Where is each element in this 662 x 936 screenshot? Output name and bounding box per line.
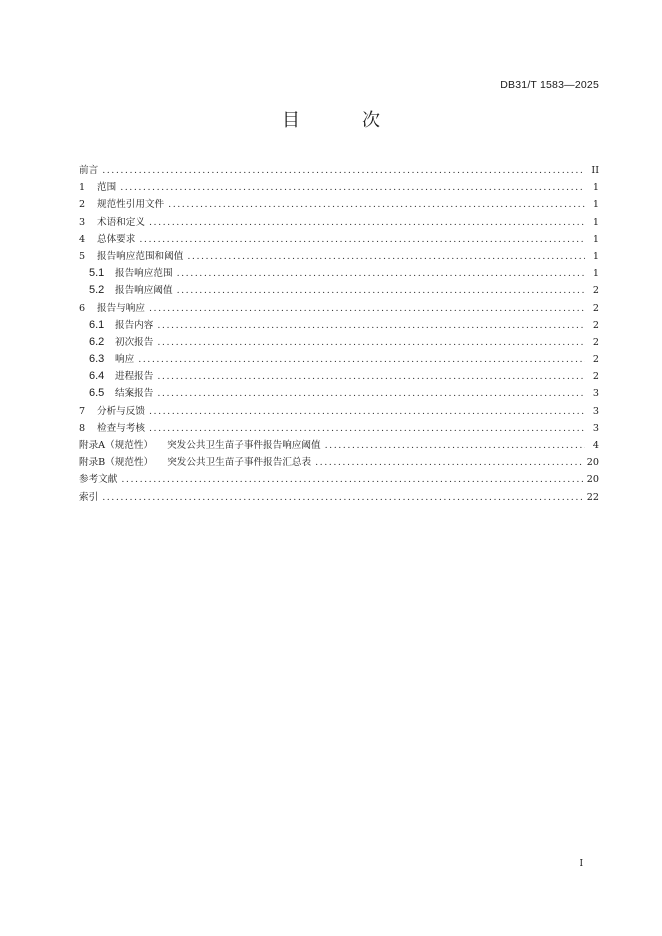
toc-entry-label: 规范性引用文件 [97, 199, 165, 211]
toc-dot-leader [121, 474, 582, 485]
toc-dot-leader [157, 337, 585, 348]
toc-entry-label: 进程报告 [115, 371, 154, 383]
toc-entry[interactable] [79, 248, 599, 265]
toc-entry-page: II [591, 165, 599, 176]
toc-dot-leader [120, 182, 585, 193]
toc-entry[interactable] [79, 179, 599, 196]
toc-entry[interactable] [79, 351, 599, 368]
toc-entry-number: 6.1 [89, 318, 105, 331]
toc-dot-leader [149, 303, 585, 314]
toc-entry-label: 初次报告 [115, 336, 154, 348]
toc-dot-leader [315, 457, 583, 468]
toc-entry[interactable] [79, 420, 599, 437]
toc-entry-page: 4 [592, 440, 599, 451]
toc-entry-page: 2 [592, 336, 599, 348]
toc-entry-page: 1 [592, 199, 599, 211]
toc-entry[interactable] [79, 437, 599, 454]
toc-dot-leader [149, 217, 585, 228]
toc-appendix-tag: 附录B（规范性） [79, 457, 154, 469]
toc-entry-number: 6.4 [89, 370, 105, 383]
toc-entry-page: 2 [592, 285, 599, 297]
toc-entry-label: 索引 [79, 491, 99, 503]
toc-entry[interactable] [79, 489, 599, 506]
toc-entry-number: 3 [79, 216, 86, 228]
toc-entry-page: 3 [592, 405, 599, 417]
toc-entry-label: 报告响应范围 [115, 268, 173, 280]
toc-appendix-tag: 附录A（规范性） [79, 440, 154, 451]
toc-entry-number: 6.5 [89, 387, 105, 400]
toc-entry-label: 突发公共卫生苗子事件报告响应阈值 [167, 440, 321, 451]
toc-entry-label: 报告内容 [115, 319, 154, 331]
toc-entry-number: 4 [79, 233, 86, 245]
toc-entry-page: 1 [592, 268, 599, 280]
toc-entry-page: 2 [592, 371, 599, 383]
toc-dot-leader [149, 423, 585, 434]
toc-entry-number: 1 [79, 182, 86, 194]
toc-entry-number: 8 [79, 422, 86, 434]
toc-entry-page: 20 [586, 457, 599, 469]
toc-entry-label: 术语和定义 [97, 216, 145, 228]
toc-entry[interactable] [79, 282, 599, 299]
toc-entry-number: 5.1 [89, 267, 105, 280]
toc-entry-label: 分析与反馈 [97, 405, 145, 417]
toc-dot-leader [157, 371, 585, 382]
toc-entry-number: 7 [79, 405, 86, 417]
toc-entry-label: 结案报告 [115, 388, 154, 400]
toc-entry-page: 3 [592, 388, 599, 400]
toc-entry-page: 2 [592, 354, 599, 366]
toc-entry-label: 前言 [79, 165, 99, 176]
toc-entry-page: 22 [586, 491, 599, 503]
toc-dot-leader [149, 406, 585, 417]
toc-dot-leader [157, 388, 585, 399]
toc-entry[interactable] [79, 317, 599, 334]
toc-entry-page: 3 [592, 422, 599, 434]
toc-dot-leader [138, 354, 585, 365]
toc-dot-leader [187, 251, 585, 262]
toc-entry-number: 6.3 [89, 353, 105, 366]
toc-entry-number: 6 [79, 302, 86, 314]
toc-entry-label: 检查与考核 [97, 422, 145, 434]
toc-entry[interactable] [79, 162, 599, 179]
toc-entry-label: 报告响应阈值 [115, 285, 173, 297]
toc-entry-page: 1 [592, 250, 599, 262]
toc-entry[interactable] [79, 471, 599, 488]
toc-entry[interactable] [79, 265, 599, 282]
toc-entry-number: 6.2 [89, 335, 105, 348]
toc-entry[interactable] [79, 334, 599, 351]
toc-entry-page: 1 [592, 182, 599, 194]
toc-dot-leader [177, 268, 585, 279]
toc-entry-number: 5.2 [89, 284, 105, 297]
toc-entry-label: 范围 [97, 182, 117, 194]
page-number: I [579, 859, 583, 869]
toc-dot-leader [157, 320, 585, 331]
toc-entry-label: 响应 [115, 354, 135, 366]
toc-entry-page: 1 [592, 216, 599, 228]
toc-entry-label: 报告响应范围和阈值 [97, 250, 184, 262]
toc-dot-leader [325, 440, 585, 451]
standard-code: DB31/T 1583—2025 [500, 79, 599, 91]
toc-entry[interactable] [79, 196, 599, 213]
toc-entry[interactable] [79, 214, 599, 231]
toc-dot-leader [102, 165, 585, 176]
toc-entry-number: 2 [79, 199, 86, 211]
toc-entry[interactable] [79, 385, 599, 402]
toc-entry-page: 2 [592, 319, 599, 331]
toc-entry[interactable] [79, 368, 599, 385]
toc-entry[interactable] [79, 403, 599, 420]
toc-entry-page: 1 [592, 233, 599, 245]
toc-entry[interactable] [79, 300, 599, 317]
toc-dot-leader [102, 492, 583, 503]
toc-entry-label: 总体要求 [97, 233, 136, 245]
toc-entry[interactable] [79, 231, 599, 248]
toc-entry-page: 20 [586, 474, 599, 486]
table-of-contents [79, 162, 599, 506]
toc-dot-leader [168, 199, 585, 210]
toc-entry-label: 参考文献 [79, 474, 118, 486]
page-title: 目 次 [282, 110, 402, 131]
toc-dot-leader [177, 285, 585, 296]
toc-entry-number: 5 [79, 250, 86, 262]
toc-entry-label: 报告与响应 [97, 302, 145, 314]
toc-entry-label: 突发公共卫生苗子事件报告汇总表 [167, 457, 312, 469]
toc-entry-page: 2 [592, 302, 599, 314]
toc-entry[interactable] [79, 454, 599, 471]
toc-dot-leader [139, 234, 585, 245]
